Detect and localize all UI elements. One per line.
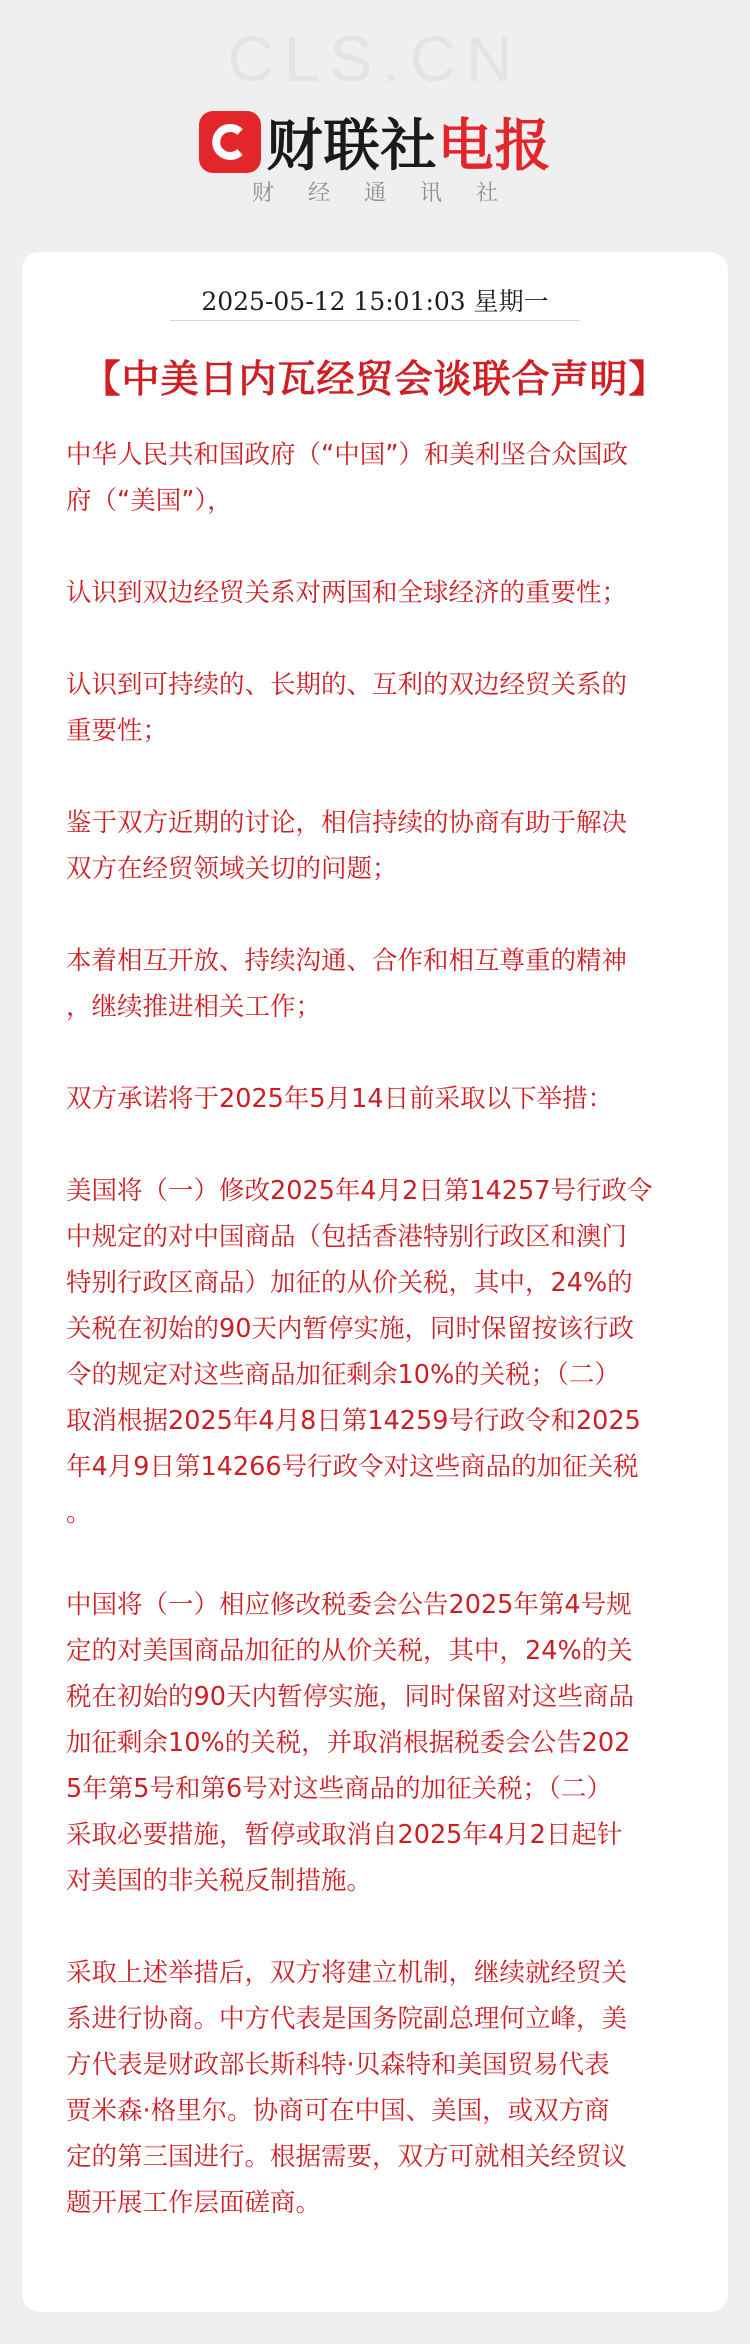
paragraph-4: 鉴于双方近期的讨论，相信持续的协商有助于解决 双方在经贸领域关切的问题； — [66, 808, 628, 884]
paragraph-8: 中国将（一）相应修改税委会公告2025年第4号规 定的对美国商品加征的从价关税，其中，24%的关 税在初始的90天内暂停实施，同时保留对这些商品 加征剩余10%的关税，并取消根据税委会公告202 5年第5号和第6号对这些商品的加征关税；（二） 采取必要措施，暂停或取消自2025年4月2日起针 对美国的非关税反制措施。 — [66, 1590, 634, 1896]
brand-suffix: 电报 — [437, 114, 552, 179]
article-body — [66, 432, 696, 2272]
brand-name — [267, 102, 552, 182]
paragraph-2: 认识到双边经贸关系对两国和全球经济的重要性； — [66, 578, 628, 608]
brand-masthead — [0, 102, 750, 182]
watermark-text: CLS.CN — [227, 23, 523, 95]
paragraph-7: 美国将（一）修改2025年4月2日第14257号行政令 中规定的对中国商品（包括香港特别行政区和澳门 特别行政区商品）加征的从价关税，其中，24%的 关税在初始的90天内暂停实施，同时保留按该行政 令的规定对这些商品加征剩余10%的关税；（二） 取消根据2025年4月8日第14259号行政令和2025 年4月9日第14266号行政令对这些商品的加征关税 。 — [66, 1176, 653, 1528]
paragraph-5: 本着相互开放、持续沟通、合作和相互尊重的精神 ，继续推进相关工作； — [66, 946, 628, 1022]
agency-tagline: 财经通讯社 — [251, 181, 532, 206]
paragraph-9: 采取上述举措后，双方将建立机制，继续就经贸关 系进行协商。中方代表是国务院副总理何立峰，美 方代表是财政部长斯科特·贝森特和美国贸易代表 贾米森·格里尔。协商可在中国、美国，或双方商 定的第三国进行。根据需要，双方可就相关经贸议 题开展工作层面磋商。 — [66, 1958, 628, 2218]
brand-prefix: 财联社 — [266, 114, 438, 179]
logo-c-icon — [199, 111, 261, 173]
paragraph-6: 双方承诺将于2025年5月14日前采取以下举措： — [66, 1084, 614, 1114]
paragraph-3: 认识到可持续的、长期的、互利的双边经贸关系的 重要性； — [66, 670, 628, 746]
paragraph-1: 中华人民共和国政府（“中国”）和美利坚合众国政 府（“美国”）， — [66, 440, 628, 516]
article-headline: 【中美日内瓦经贸会谈联合声明】 — [82, 357, 668, 401]
article-datetime: 2025-05-12 15:01:03 星期一 — [201, 287, 549, 316]
logo-c-glyph-icon — [208, 120, 252, 164]
datetime-divider — [170, 320, 580, 321]
